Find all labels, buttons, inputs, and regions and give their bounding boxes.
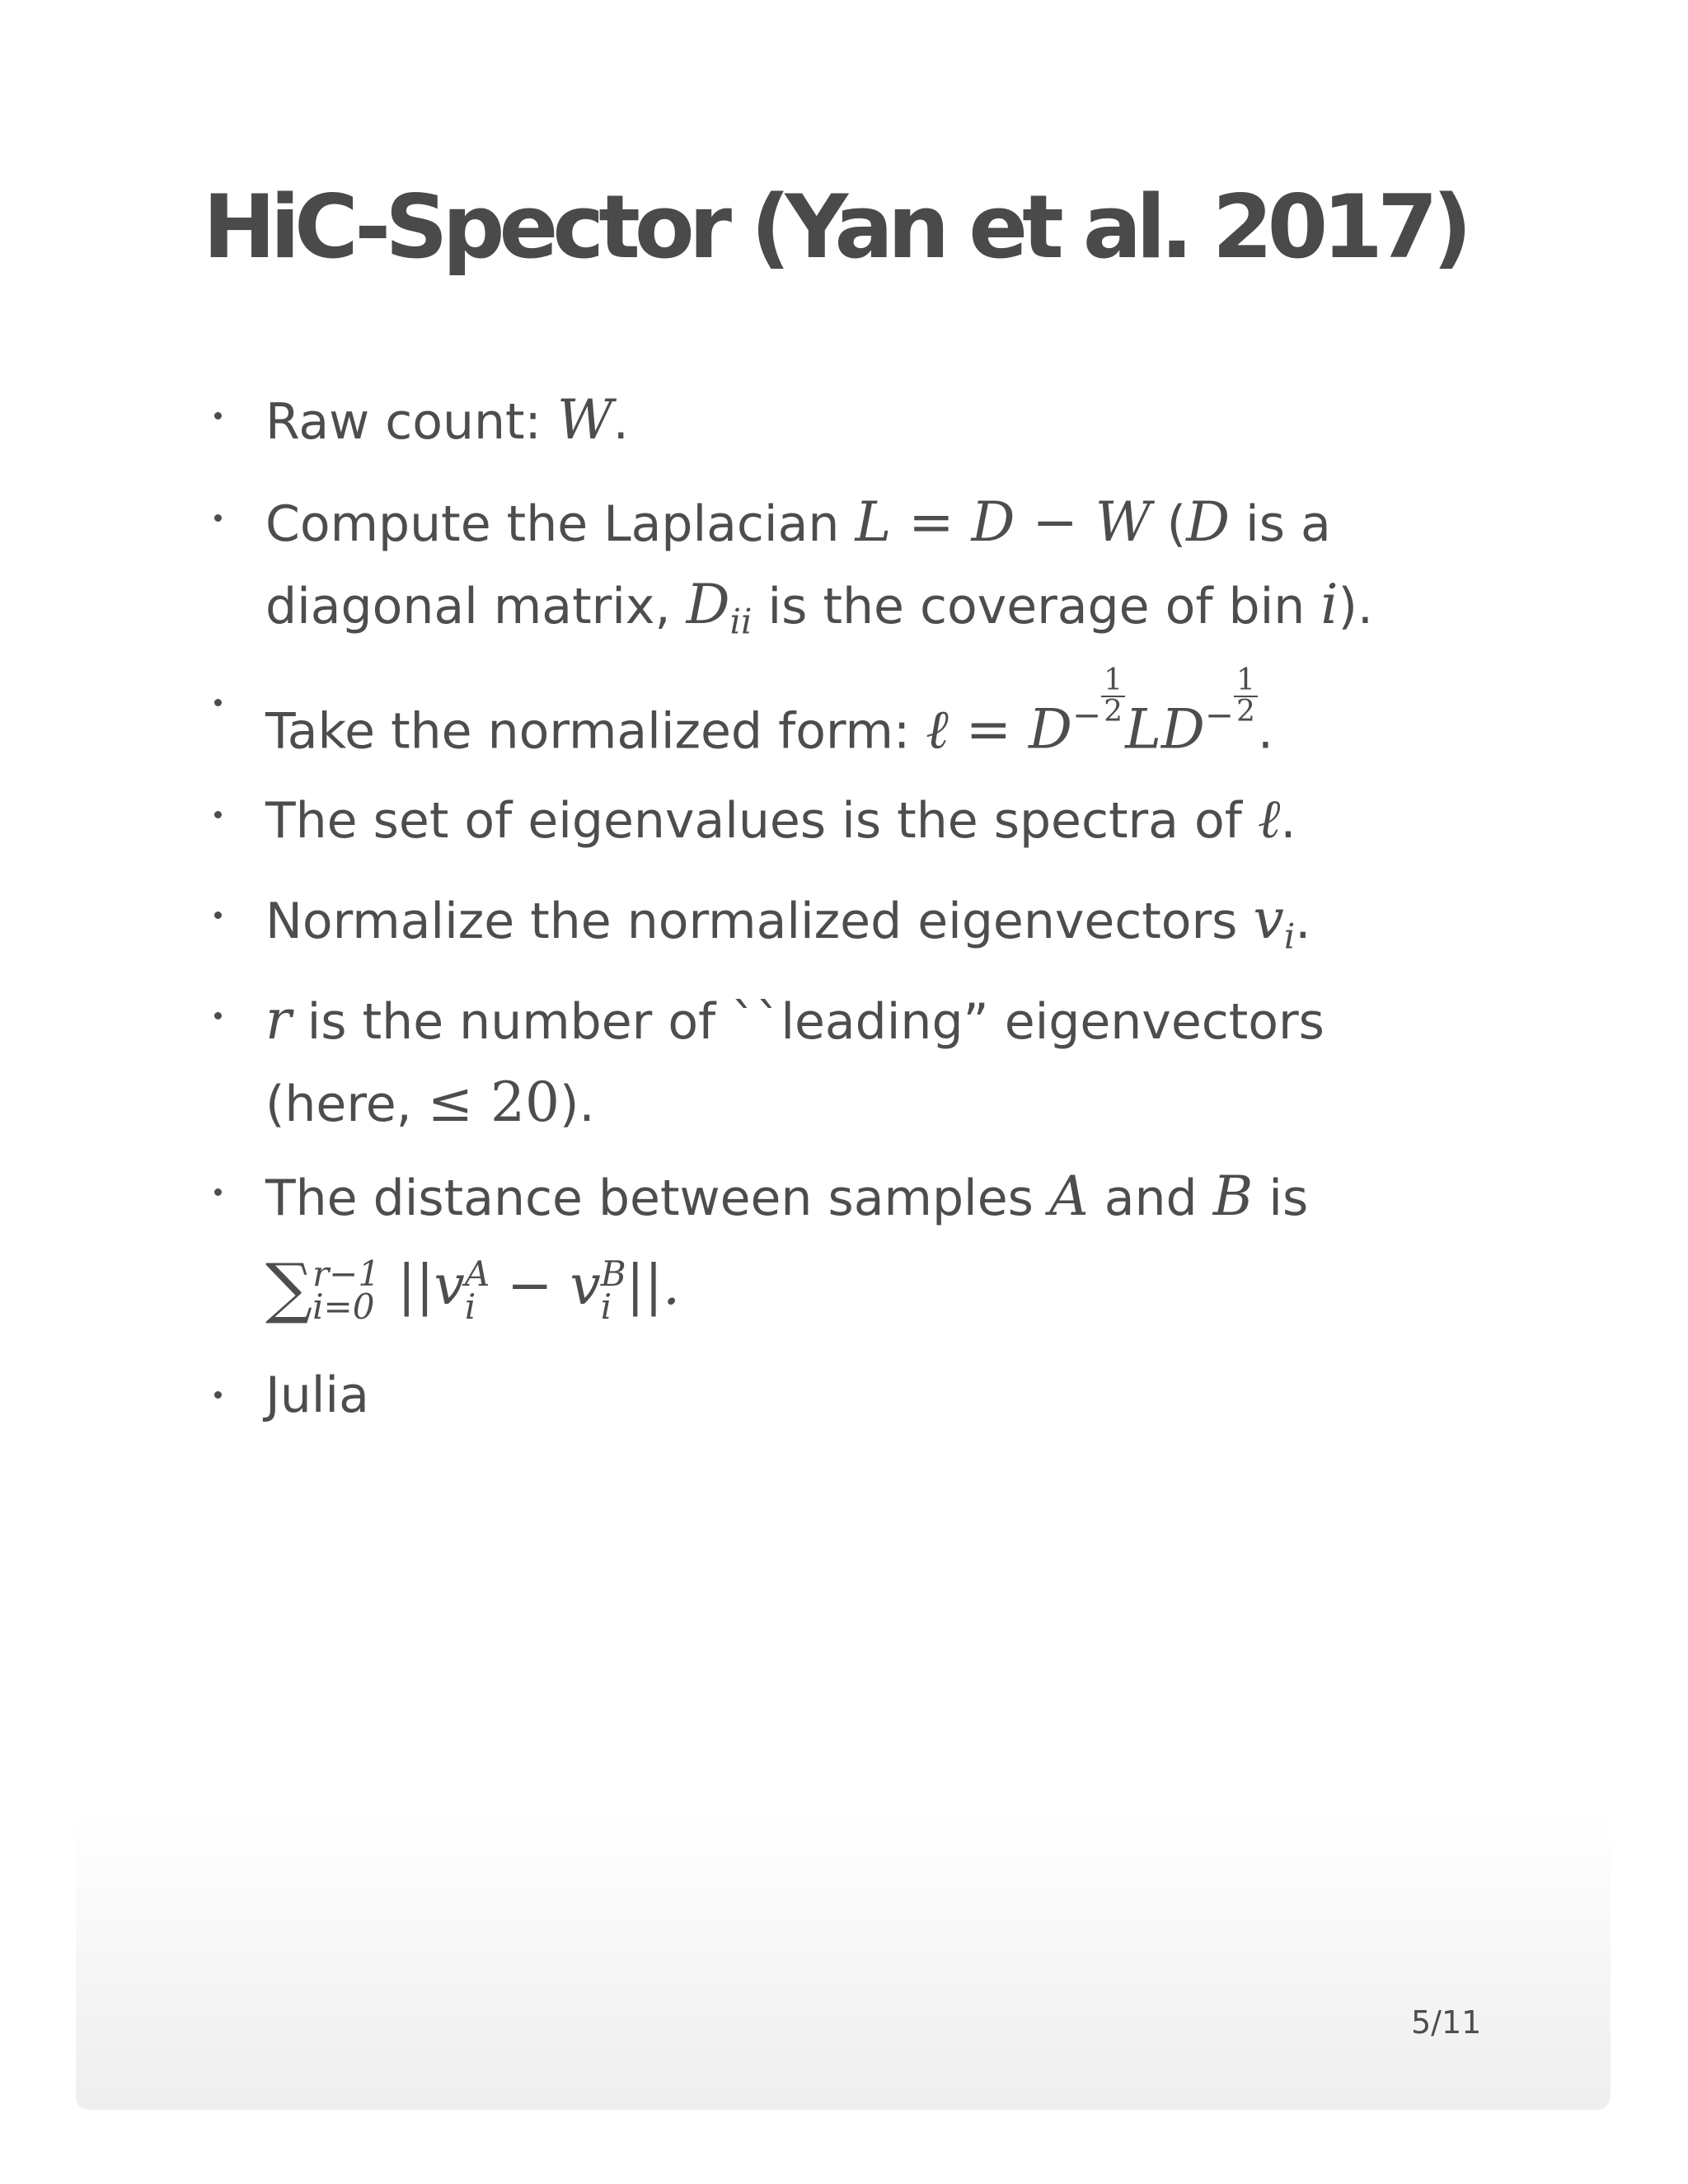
bullet-text: ( — [1151, 495, 1187, 553]
bullet-dot-icon — [214, 1188, 222, 1196]
bullet-laplacian — [203, 481, 1439, 649]
bullet-text: and — [1088, 1169, 1213, 1227]
bullet-text: The set of eigenvalues is the spectra of — [265, 792, 1258, 850]
bullet-distance — [203, 1155, 1439, 1338]
math-v-a-scripts — [464, 1253, 490, 1327]
bullet-dot-icon — [214, 412, 222, 419]
frac-denominator: 2 — [1236, 695, 1255, 729]
math-norm-close: ||. — [626, 1254, 681, 1318]
bullet-text: . — [612, 393, 629, 451]
slide-footer-shade — [76, 1813, 1611, 2110]
math-d-ii: D — [686, 573, 730, 637]
bullet-dot-icon — [214, 1391, 222, 1399]
math-sum-symbol: ∑ — [265, 1249, 313, 1327]
frac-numerator: 1 — [1234, 666, 1258, 697]
bullet-julia — [203, 1358, 1439, 1433]
math-laplacian: L = D − W — [855, 490, 1151, 554]
page-number: 5/11 — [1411, 2004, 1482, 2041]
math-v-b-scripts — [600, 1253, 626, 1327]
sub-i: i — [600, 1286, 612, 1327]
math-v: v — [1253, 888, 1284, 951]
bullet-raw-count — [203, 379, 1439, 462]
bullet-dot-icon — [214, 514, 222, 522]
math-w: W — [556, 388, 613, 452]
math-exp-sign: − — [1071, 695, 1102, 736]
bullet-dot-icon — [214, 699, 222, 706]
bullet-text: is — [1253, 1169, 1309, 1227]
slide-title: HiC-Spector (Yan et al. 2017) — [203, 176, 1467, 278]
bullet-text: . — [1280, 792, 1296, 850]
bullet-normalized-form — [203, 663, 1439, 771]
bullet-text: ). — [1338, 578, 1373, 636]
bullet-text: Compute the Laplacian — [265, 495, 856, 553]
math-frac-half — [1101, 663, 1125, 729]
math-minus-v: − v — [490, 1254, 601, 1318]
bullet-text: Normalize the normalized eigenvectors — [265, 893, 1254, 950]
bullet-leading — [203, 979, 1439, 1145]
math-norm-open: ||v — [380, 1254, 465, 1318]
frac-numerator: 1 — [1101, 666, 1125, 697]
math-b: B — [1212, 1165, 1254, 1228]
math-ell: ℓ — [1257, 787, 1281, 851]
sub-i: i — [464, 1286, 476, 1327]
math-frac-half — [1234, 663, 1258, 729]
bullet-text: Julia — [265, 1366, 369, 1424]
bullet-dot-icon — [214, 912, 222, 919]
bullet-text: ). — [560, 1076, 595, 1134]
math-le-20: ≤ 20 — [427, 1071, 560, 1135]
math-a: A — [1048, 1165, 1089, 1228]
sup-b: B — [600, 1253, 626, 1294]
bullet-text: The distance between samples — [265, 1169, 1049, 1227]
bullet-text: is the coverage of bin — [752, 578, 1321, 636]
bullet-text: . — [1257, 702, 1273, 761]
bullet-dot-icon — [214, 1012, 222, 1019]
bullet-dot-icon — [214, 811, 222, 818]
bullet-eigenvectors — [203, 879, 1439, 963]
bullet-text: is a diagonal matrix, — [265, 495, 1331, 636]
frac-denominator: 2 — [1104, 695, 1123, 729]
math-sub-ii: ii — [729, 601, 753, 642]
bullet-text: is the number of ``leading” eigenvectors (here, — [265, 993, 1325, 1134]
bullet-text: Raw count: — [265, 393, 557, 451]
sum-upper: r−1 — [312, 1253, 381, 1294]
math-exp-sign: − — [1204, 695, 1235, 736]
math-ell-eq-d: ℓ = D — [926, 697, 1072, 762]
bullet-text: . — [1295, 893, 1311, 950]
math-sum-limits — [312, 1253, 381, 1327]
math-r: r — [265, 988, 292, 1052]
math-d: D — [1186, 490, 1230, 554]
math-ld: LD — [1125, 697, 1205, 762]
sum-lower: i=0 — [312, 1286, 375, 1327]
bullet-spectra — [203, 778, 1439, 860]
bullet-text: Take the normalized form: — [265, 702, 926, 761]
math-i: i — [1320, 573, 1339, 637]
sup-a: A — [464, 1253, 490, 1294]
math-sub-i: i — [1283, 916, 1296, 957]
